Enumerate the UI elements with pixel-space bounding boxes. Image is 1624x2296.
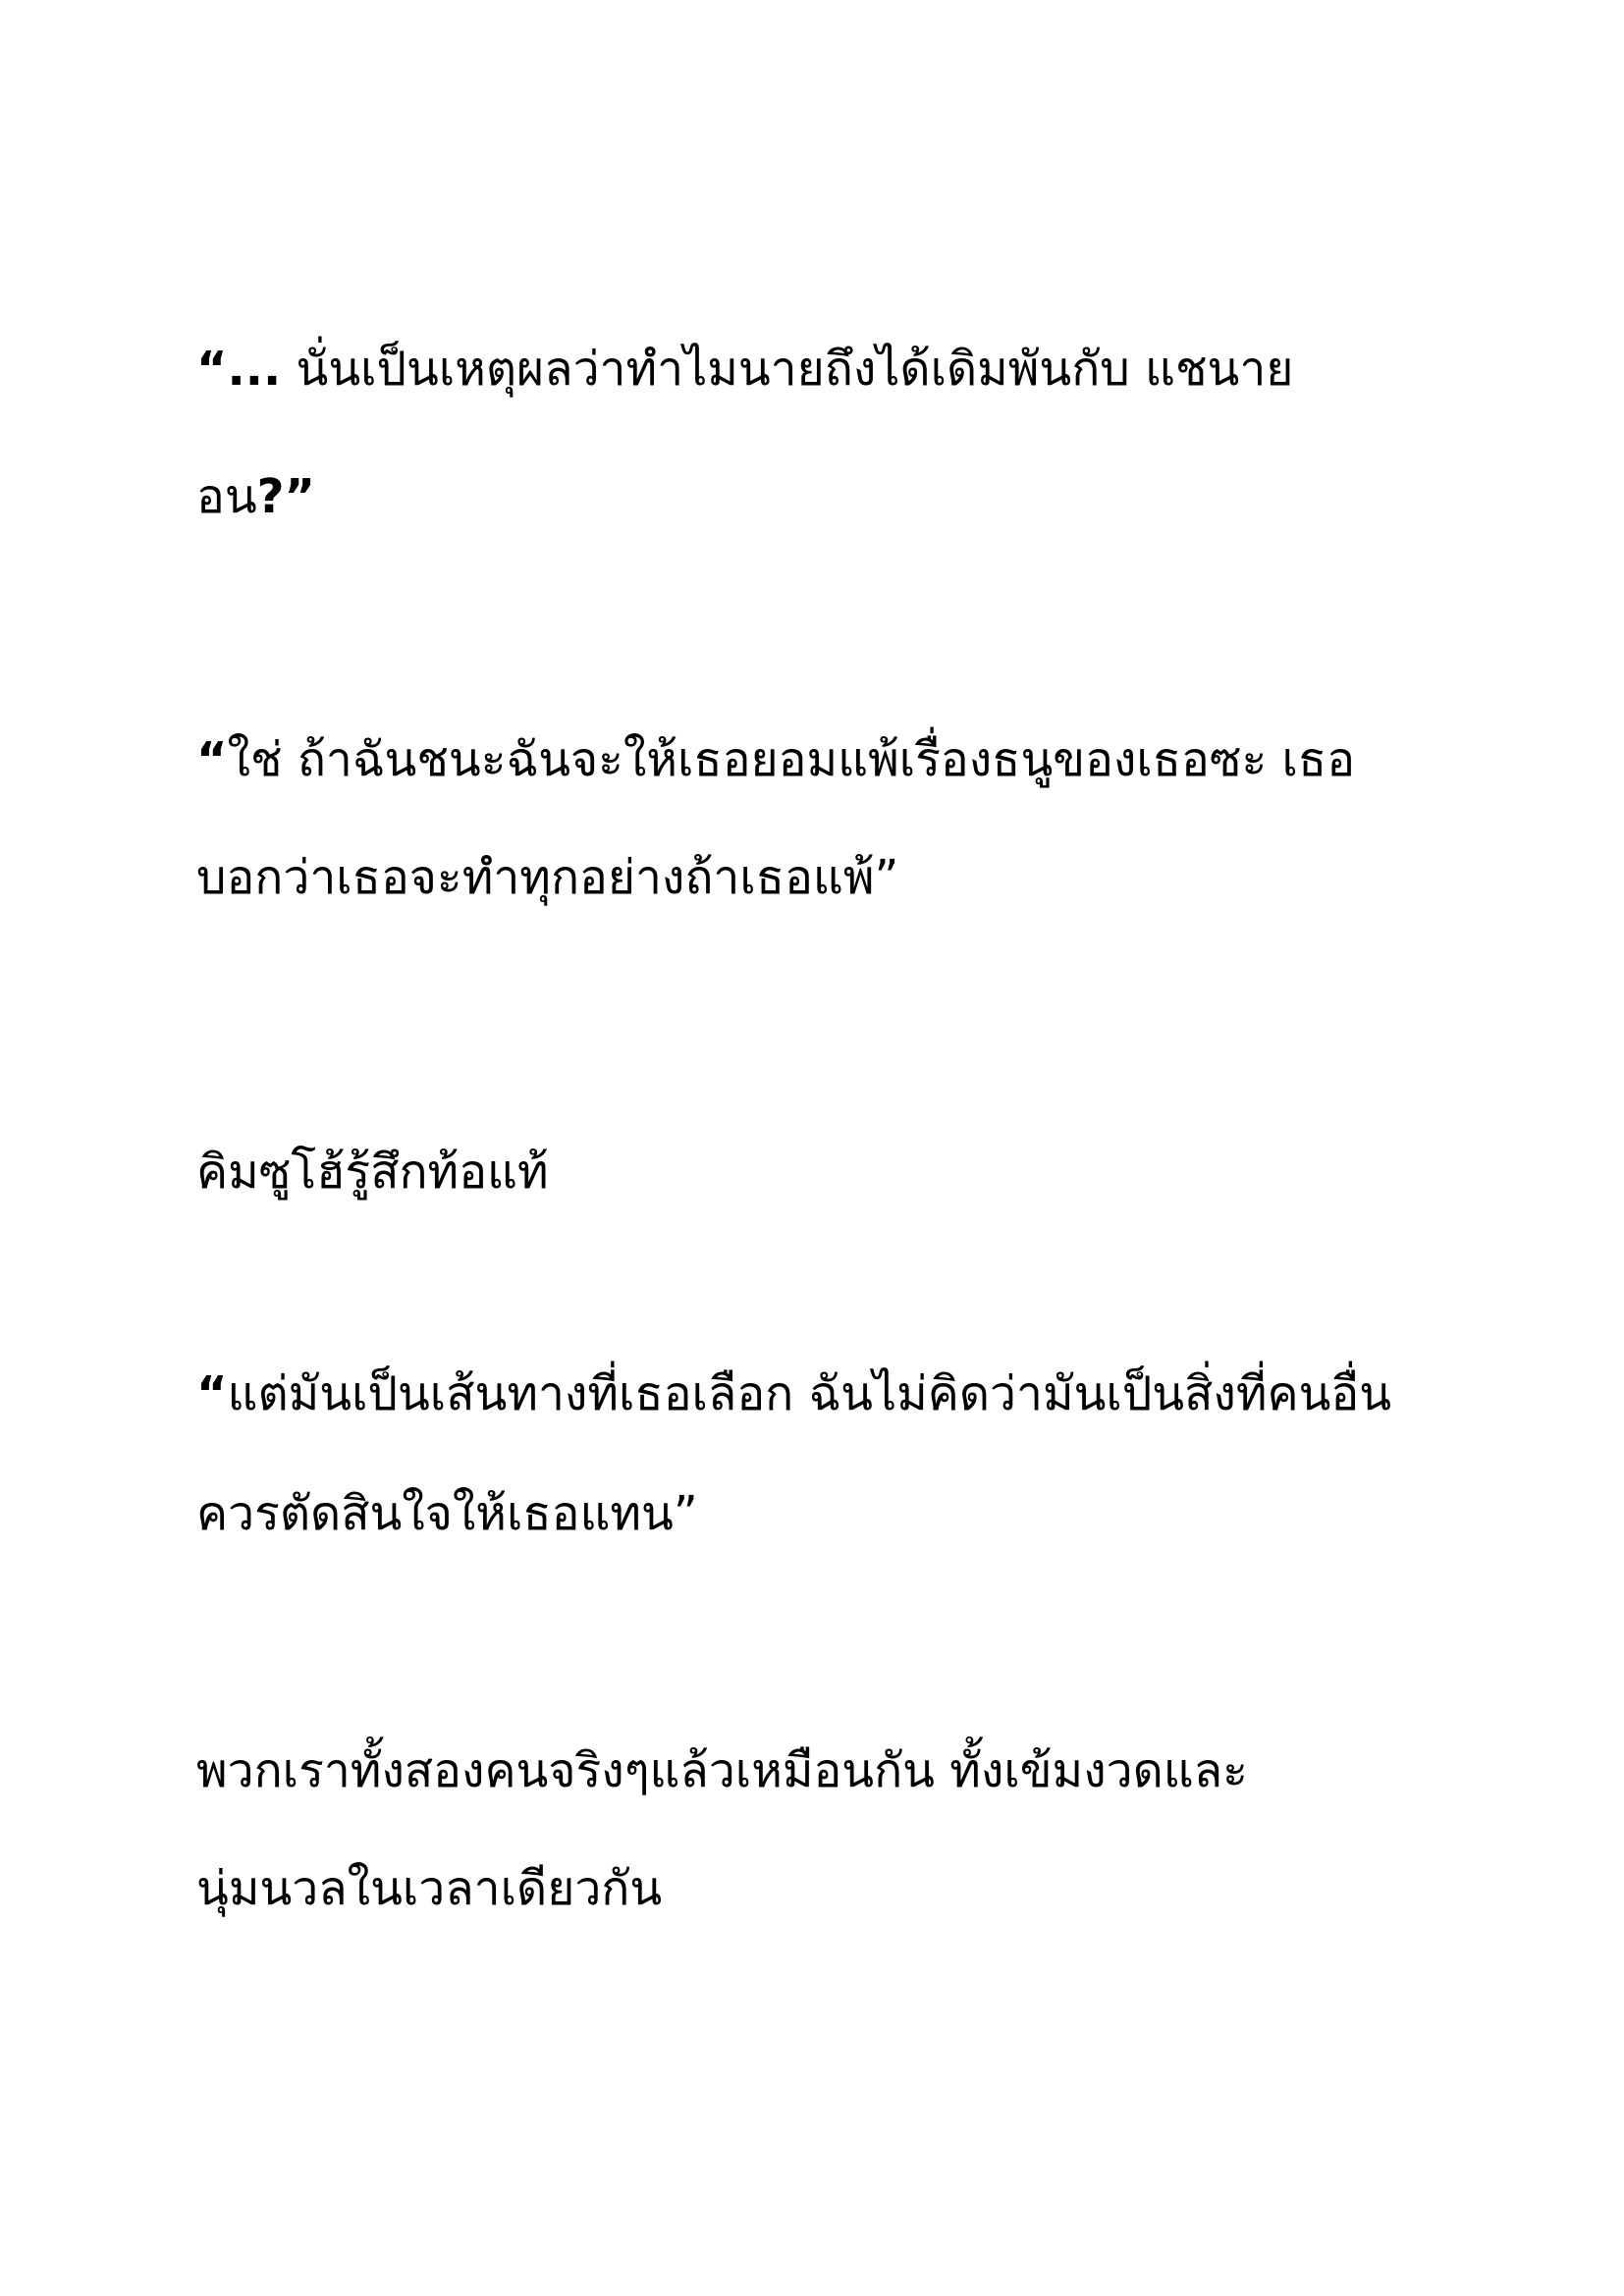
paragraph-1-line-2: [196, 469, 316, 524]
opening-quote: “: [196, 1366, 228, 1421]
line-text: ใช่ ถ้าฉันชนะฉันจะให้เธอยอมแพ้เรื่องธนูของเธอซะ เธอ: [227, 732, 1356, 787]
line-text: นั่นเป็นเหตุผลว่าทำไมนายถึงได้เดิมพันกับ แชนาย: [281, 342, 1294, 397]
line-text: นุ่มนวลในเวลาเดียวกัน: [196, 1861, 663, 1916]
line-text: แต่มันเป็นเส้นทางที่เธอเลือก ฉันไม่คิดว่ามันเป็นสิ่งที่คนอื่น: [227, 1366, 1392, 1421]
paragraph-5-line-2: [196, 1861, 663, 1916]
line-text: ควรตัดสินใจให้เธอแทน”: [196, 1486, 698, 1541]
paragraph-4-line-1: [196, 1366, 1392, 1421]
line-text: อน: [196, 469, 257, 524]
line-text: พวกเราทั้งสองคนจริงๆแล้วเหมือนกัน ทั้งเข้มงวดและ: [196, 1743, 1248, 1798]
line-text: บอกว่าเธอจะทำทุกอย่างถ้าเธอแพ้”: [196, 850, 899, 905]
opening-quote: “: [196, 732, 228, 787]
opening-quote-ellipsis: “...: [196, 342, 282, 397]
paragraph-4-line-2: [196, 1486, 698, 1541]
paragraph-1-line-1: [196, 342, 1294, 397]
closing-question-quote: ?”: [256, 469, 316, 524]
paragraph-2-line-1: [196, 732, 1356, 787]
paragraph-2-line-2: [196, 850, 899, 905]
paragraph-3-line-1: [196, 1145, 549, 1200]
paragraph-5-line-1: [196, 1743, 1248, 1798]
line-text: คิมซูโฮ้รู้สึกท้อแท้: [196, 1145, 549, 1200]
